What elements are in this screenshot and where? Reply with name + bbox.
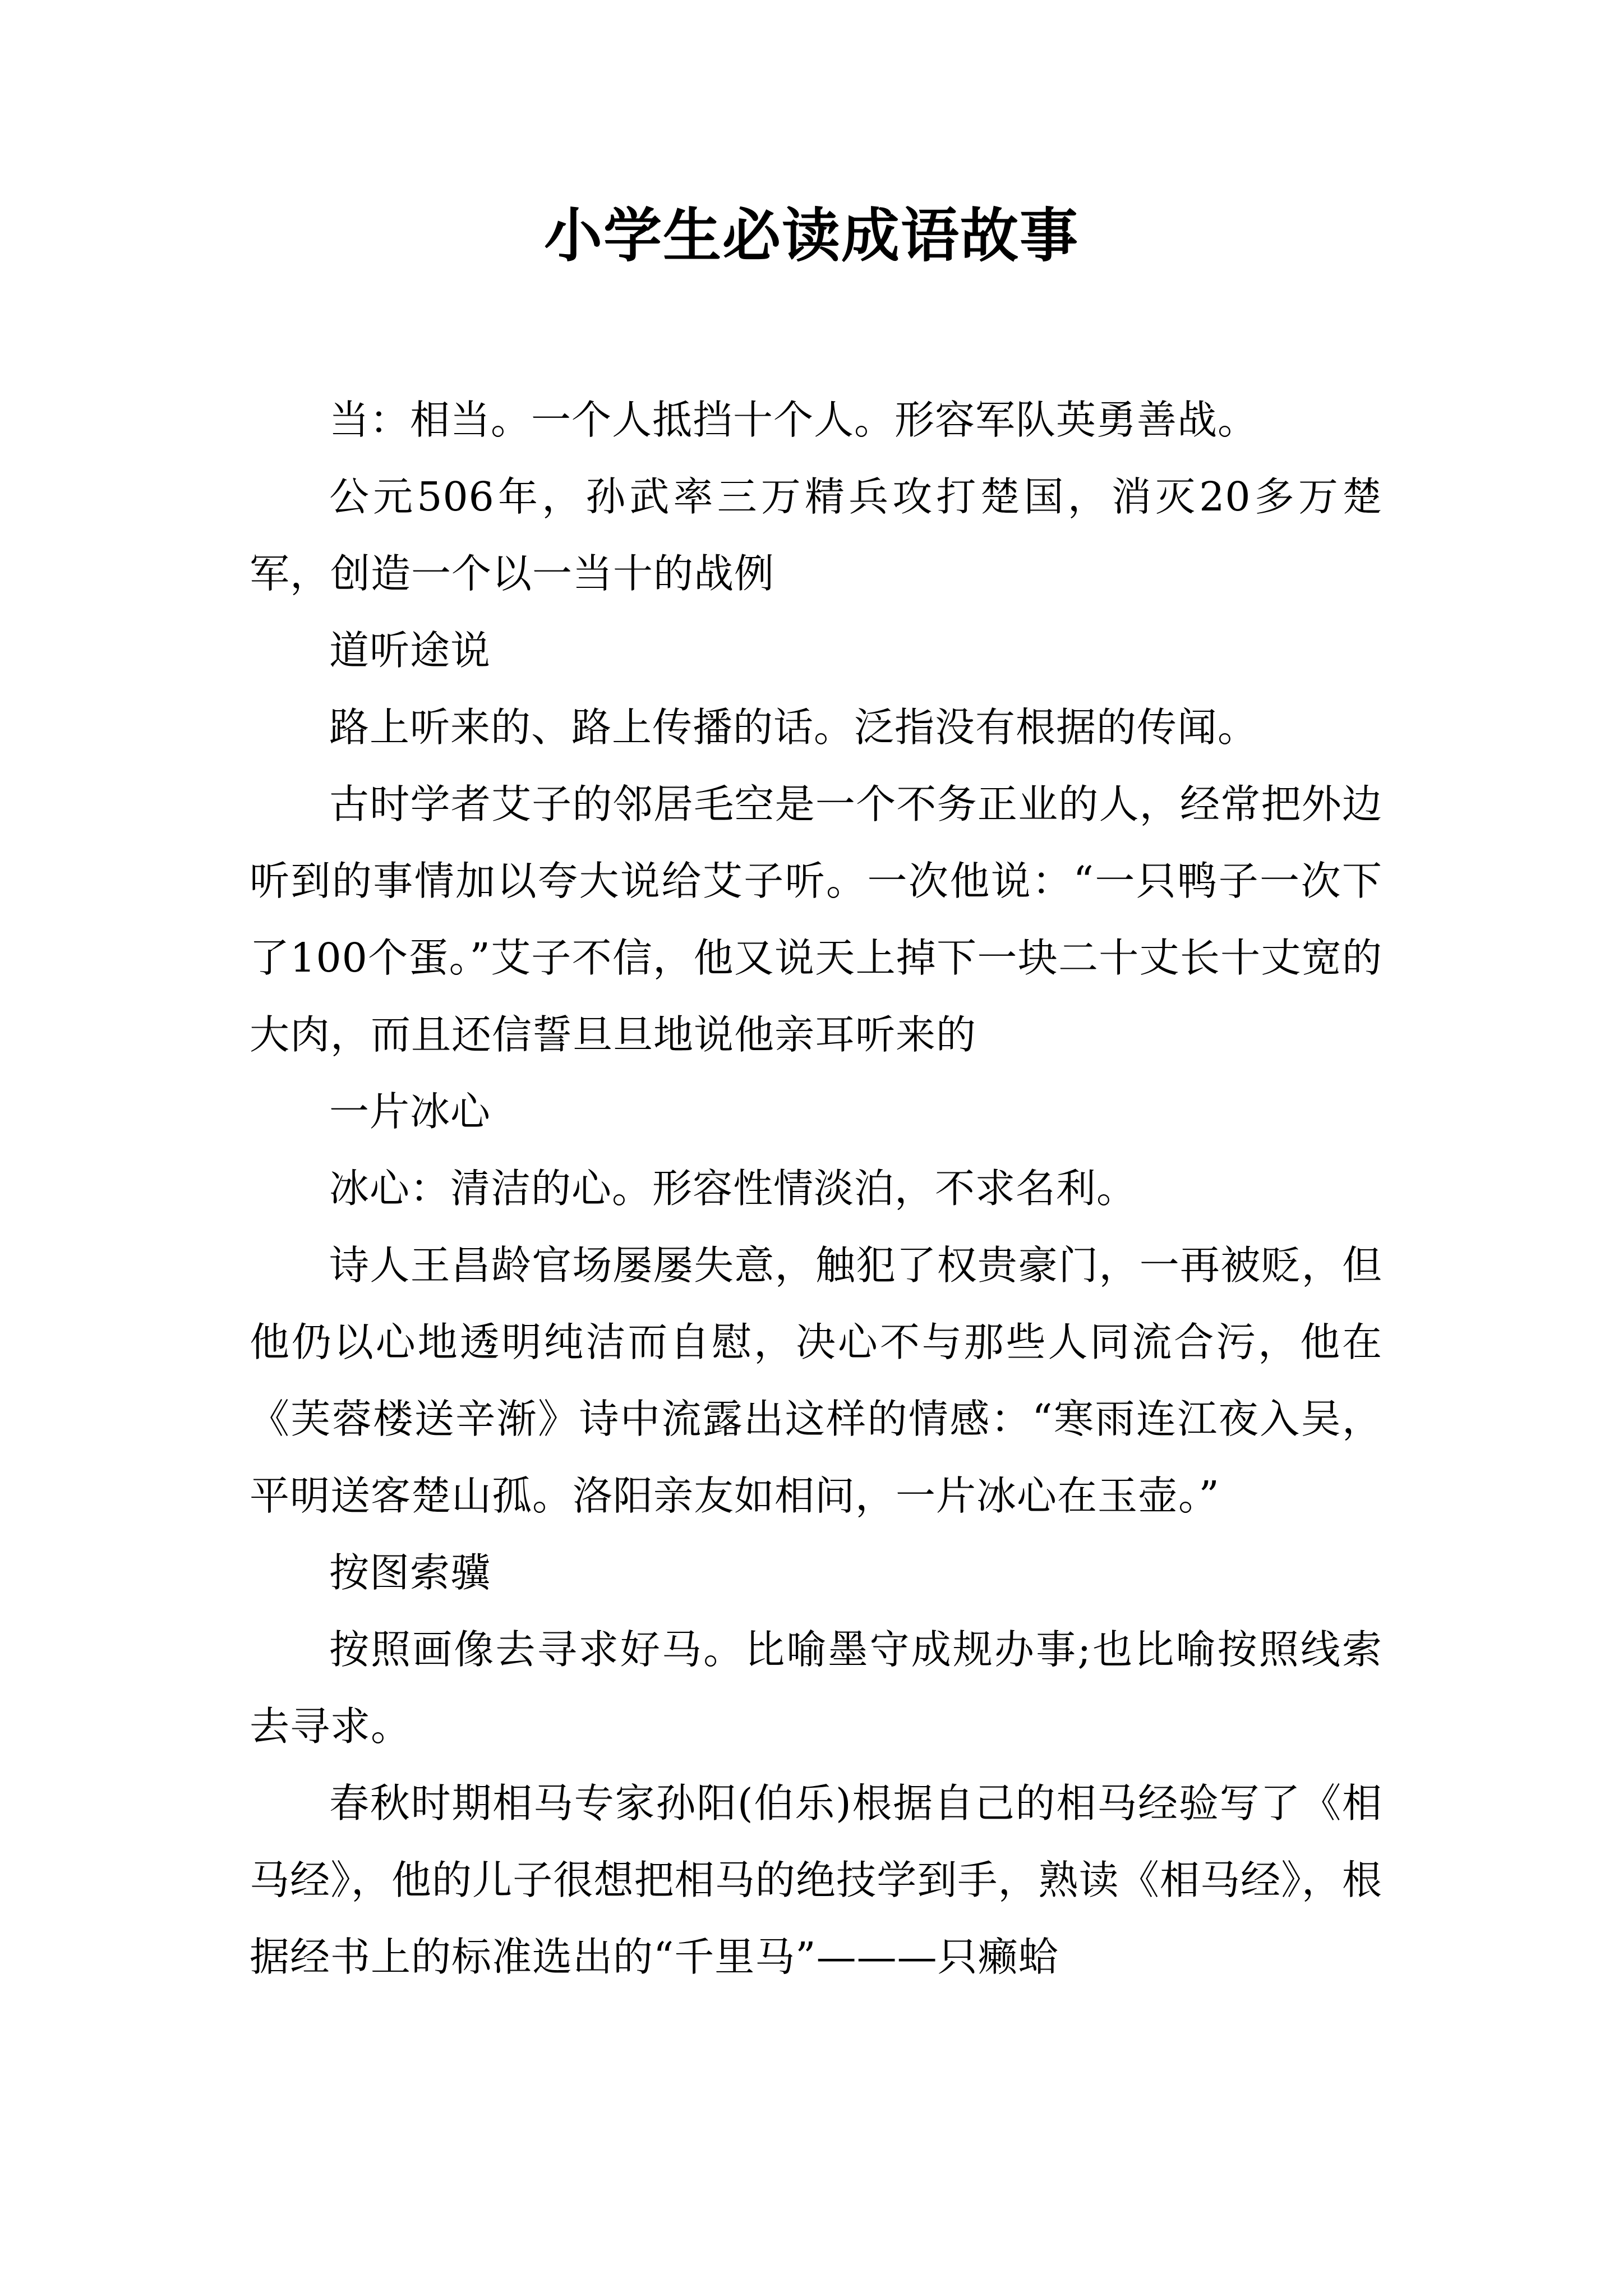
idiom-heading-an-tu-suo-ji: 按图索骥 [329, 1549, 491, 1596]
paragraph-2: 公元506年，孙武率三万精兵攻打楚国，消灭20多万楚军，创造一个以一当十的战例 [250, 473, 1382, 597]
paragraph-8: 诗人王昌龄官场屡屡失意，触犯了权贵豪门，一再被贬，但他仍以心地透明纯洁而自慰，决心不与那些人同流合污，他在《芙蓉楼送辛渐》诗中流露出这样的情感：“寒雨连江夜入吴，平明送客楚山孤。洛阳亲友如相问，一片冰心在玉壶。” [250, 1242, 1382, 1519]
document-body [250, 381, 1382, 1995]
paragraph-5: 古时学者艾子的邻居毛空是一个不务正业的人，经常把外边听到的事情加以夸大说给艾子听。一次他说：“一只鸭子一次下了100个蛋。”艾子不信，他又说天上掉下一块二十丈长十丈宽的大肉，而且还信誓旦旦地说他亲耳听来的 [250, 781, 1382, 1058]
paragraph-4: 路上听来的、路上传播的话。泛指没有根据的传闻。 [329, 704, 1258, 751]
paragraph-10: 按照画像去寻求好马。比喻墨守成规办事;也比喻按照线索去寻求。 [250, 1626, 1382, 1750]
idiom-heading-yi-pian-bing-xin: 一片冰心 [329, 1088, 491, 1135]
idiom-heading-dao-ting-tu-shuo: 道听途说 [329, 627, 491, 674]
document-title: 小学生必读成语故事 [543, 201, 1079, 270]
paragraph-1: 当：相当。一个人抵挡十个人。形容军队英勇善战。 [329, 397, 1258, 443]
paragraph-11: 春秋时期相马专家孙阳(伯乐)根据自己的相马经验写了《相马经》，他的儿子很想把相马的绝技学到手，熟读《相马经》，根据经书上的标准选出的“千里马”———只癞蛤 [250, 1780, 1382, 1980]
paragraph-7: 冰心：清洁的心。形容性情淡泊，不求名利。 [329, 1165, 1137, 1212]
